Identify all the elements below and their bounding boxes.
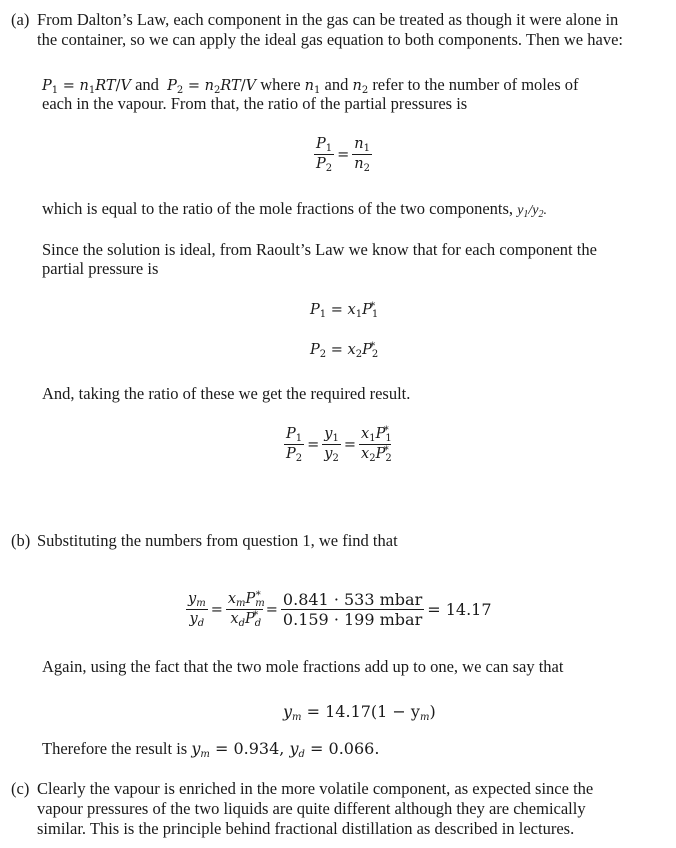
substitution-result: = 14.17 — [427, 600, 492, 619]
again-text: Again, using the fact that the two mole fractions add up to one, we can say that — [42, 657, 564, 676]
and-text-2: and — [324, 75, 349, 94]
numerator-value: 0.841 · 533 mbar — [282, 590, 423, 609]
taking-ratio-text: And, taking the ratio of these we get the required result. — [42, 384, 411, 403]
part-a-intro-line1: From Dalton’s Law, each component in the gas can be treated as though it were alone in — [37, 10, 619, 29]
partial-pressure-line: each in the vapour. From that, the ratio of the partial pressures is — [42, 94, 468, 113]
part-c-label: (c) — [11, 779, 30, 798]
mole-fraction-text — [42, 199, 547, 221]
mole-fraction-symbol: $y_1/y_2$. — [517, 203, 548, 220]
ideal-gas-equations: $P_1 = n_1RT/V$ and $P_2 = n_2RT/V$ where $n_1$ and $n_2$ refer to the number of moles of — [42, 75, 579, 96]
raoult-line2: partial pressure is — [42, 259, 159, 278]
raoult-equation-1: $P_1 = x_1P_1^*$ — [310, 301, 379, 320]
part-a-intro-line2: the container, so we can apply the ideal gas equation to both components. Then we have: — [37, 30, 623, 49]
part-c-line3: similar. This is the principle behind fractional distillation as described in lectures. — [37, 819, 575, 838]
part-c-line2: vapour pressures of the two liquids are quite different although they are chemically — [37, 799, 586, 818]
ym-equation-rhs: = 14.17(1 − y — [306, 702, 420, 721]
combined-ratio-equation: $\frac{P_1}{P_2}$ = $\frac{y_1}{y_2}$ = $\frac{x_1P_1^*}{x_2P_2^*}$ — [286, 425, 392, 464]
part-c-line1: Clearly the vapour is enriched in the more volatile component, as expected since the — [37, 779, 594, 798]
refer-text: refer to the number of moles of — [372, 75, 579, 94]
part-a-label: (a) — [11, 10, 30, 29]
denominator-value: 0.159 · 199 mbar — [282, 610, 423, 629]
ratio-equation: $\frac{P_1}{P_2}$ = $\frac{n_1}{n_2}$ — [316, 136, 371, 174]
mole-fraction-sentence: which is equal to the ratio of the mole fractions of the two components, — [42, 199, 514, 218]
raoult-equation-2: $P_2 = x_2P_2^*$ — [310, 341, 379, 360]
therefore-text: Therefore the result is — [42, 739, 188, 758]
part-b-label: (b) — [11, 531, 31, 550]
where-text: where — [260, 75, 301, 94]
raoult-line1: Since the solution is ideal, from Raoult’s Law we know that for each component the — [42, 240, 597, 259]
ym-equation: $y_m = 14.17(1 - y_m)$ — [283, 702, 436, 723]
substitution-equation: $\frac{y_m}{y_d}$ = $\frac{x_mP_m^*}{x_dP_d^*}$ = $\frac{\text{0.841 · 533 mbar}}{\text{0.159 · 199 mbar}}$ = 14.17 — [188, 590, 492, 629]
yd-value: = 0.066. — [310, 739, 380, 758]
part-b-intro: Substituting the numbers from question 1, we find that — [37, 531, 398, 550]
therefore-line: Therefore the result is $y_m = 0.934$, $y_d = 0.066$. — [42, 739, 380, 760]
ym-value: = 0.934, — [214, 739, 285, 758]
and-text: and — [135, 75, 159, 94]
